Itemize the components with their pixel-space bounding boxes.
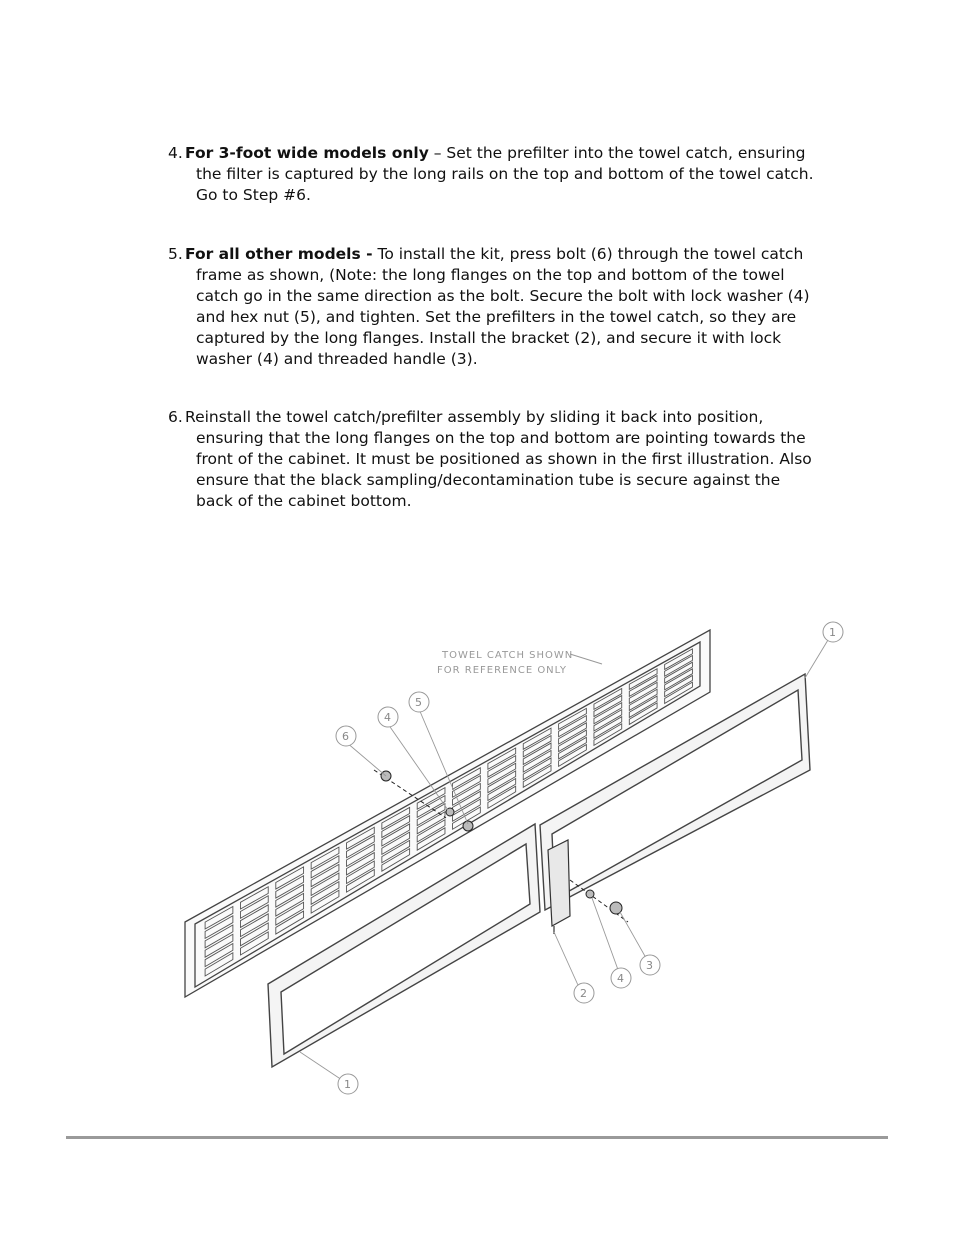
svg-text:5: 5 — [415, 696, 422, 709]
reference-note — [437, 650, 602, 676]
callout-6 — [336, 726, 356, 746]
step-body — [168, 244, 818, 370]
svg-text:2: 2 — [580, 987, 587, 1000]
step-heading: For 3-foot wide models only — [185, 144, 429, 162]
step-heading: For all other models - — [185, 245, 373, 263]
callout-3 — [640, 955, 660, 975]
step-5 — [168, 244, 818, 370]
svg-text:6: 6 — [342, 730, 349, 743]
step-number: 4. — [168, 144, 183, 162]
assembly-illustration — [150, 612, 870, 1107]
step-body — [168, 143, 818, 206]
step-text: To install the kit, press bolt (6) through the towel catch frame as shown, (Note: the long flanges on the top and bottom of the towel catch go in the same direction as the bolt. Secure the bolt with lock washer (4) and hex nut (5), and tighten. Set the prefilters in the towel catch, so they are captured by the long flanges. Install the bracket (2), and secure it with lock washer (4) and threaded handle (3). — [196, 245, 810, 368]
svg-text:4: 4 — [384, 711, 391, 724]
svg-text:1: 1 — [344, 1078, 351, 1091]
callout-5 — [409, 692, 429, 712]
callout-1-bottom — [338, 1074, 358, 1094]
step-text: Reinstall the towel catch/prefilter assembly by sliding it back into position, ensuring that the long flanges on the top and bottom are pointing towards the front of the cabinet. It must be positioned as shown in the first illustration. Also ensure that the black sampling/decontamination tube is secure against the back of the cabinet bottom. — [185, 408, 812, 510]
svg-text:1: 1 — [829, 626, 836, 639]
step-number: 5. — [168, 245, 183, 263]
callout-4-left — [378, 707, 398, 727]
step-4 — [168, 143, 818, 206]
note-line-1: TOWEL CATCH SHOWN — [442, 650, 574, 661]
note-line-2: FOR REFERENCE ONLY — [437, 665, 568, 676]
step-body — [168, 407, 818, 512]
callout-1-top — [823, 622, 843, 642]
svg-text:3: 3 — [646, 959, 653, 972]
callout-4-right — [611, 968, 631, 988]
footer-rule — [66, 1136, 888, 1139]
step-text: – Set the prefilter into the towel catch, ensuring the filter is captured by the long rails on the top and bottom of the towel catch. Go to Step #6. — [196, 144, 814, 204]
step-6 — [168, 407, 818, 512]
callout-2 — [574, 983, 594, 1003]
step-number: 6. — [168, 408, 183, 426]
svg-text:4: 4 — [617, 972, 624, 985]
bracket — [548, 840, 570, 934]
